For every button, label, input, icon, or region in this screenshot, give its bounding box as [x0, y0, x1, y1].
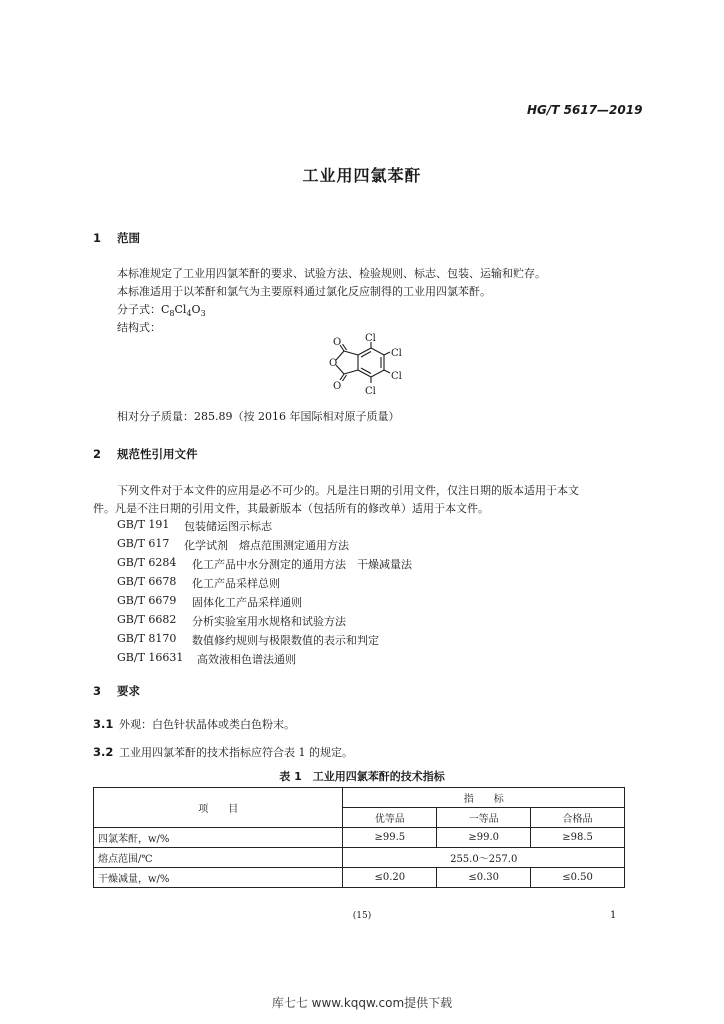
formula-o: O — [191, 303, 201, 316]
item-header: 项 目 — [94, 788, 343, 828]
clause-3-2 — [93, 744, 353, 760]
clause-number: 3.2 — [93, 745, 114, 759]
section-title: 规范性引用文件 — [117, 447, 198, 461]
table-row — [94, 848, 625, 868]
ring-oxygen: O — [329, 358, 338, 369]
row-value: ≤0.20 — [343, 868, 437, 888]
reference-item — [117, 537, 349, 552]
download-watermark: 库七七 www.kqqw.com提供下载 — [271, 996, 453, 1010]
formula-o-count: 3 — [200, 309, 206, 319]
reference-code: GB/T 8170 — [117, 632, 177, 645]
reference-title: 数值修约规则与极限数值的表示和判定 — [192, 634, 379, 647]
reference-title: 固体化工产品采样通则 — [192, 596, 302, 609]
chlorine-2: Cl — [391, 348, 402, 359]
section-number: 2 — [93, 447, 102, 461]
references-paragraph-2: 件。凡是不注日期的引用文件，其最新版本（包括所有的修改单）适用于本文件。 — [93, 502, 489, 515]
row-value: ≥99.0 — [437, 828, 531, 848]
reference-item — [117, 651, 296, 666]
scope-paragraph-1: 本标准规定了工业用四氯苯酐的要求、试验方法、检验规则、标志、包装、运输和贮存。 — [117, 267, 546, 280]
reference-code: GB/T 6284 — [117, 556, 177, 569]
reference-code: GB/T 617 — [117, 537, 170, 550]
reference-item — [117, 518, 272, 533]
carbonyl-oxygen-bottom: O — [333, 381, 342, 392]
reference-title: 高效液相色谱法通则 — [197, 653, 296, 666]
reference-item — [117, 556, 412, 571]
table-header-row — [94, 788, 625, 808]
row-value-merged: 255.0～257.0 — [343, 848, 625, 868]
clause-text: 工业用四氯苯酐的技术指标应符合表 1 的规定。 — [119, 746, 353, 759]
row-value: ≥99.5 — [343, 828, 437, 848]
reference-code: GB/T 6682 — [117, 613, 177, 626]
reference-item — [117, 594, 302, 609]
reference-item — [117, 632, 379, 647]
scope-paragraph-2: 本标准适用于以苯酐和氯气为主要原料通过氯化反应制得的工业用四氯苯酐。 — [117, 285, 491, 298]
reference-item — [117, 575, 280, 590]
formula-cl: Cl — [174, 303, 187, 316]
table-row — [94, 868, 625, 888]
row-value: ≤0.30 — [437, 868, 531, 888]
formula-label: 分子式： — [117, 303, 161, 316]
reference-code: GB/T 6679 — [117, 594, 177, 607]
spec-table — [93, 787, 625, 888]
chlorine-3: Cl — [391, 371, 402, 382]
structural-formula-diagram — [300, 333, 420, 408]
row-value: ≥98.5 — [531, 828, 625, 848]
reference-title: 化工产品中水分测定的通用方法 干燥减量法 — [192, 558, 412, 571]
reference-title: 化学试剂 熔点范围测定通用方法 — [184, 539, 349, 552]
formula-cl-count: 4 — [186, 309, 192, 319]
table-row — [94, 828, 625, 848]
table-caption: 表 1 工业用四氯苯酐的技术指标 — [279, 770, 445, 783]
reference-title: 化工产品采样总则 — [192, 577, 280, 590]
references-paragraph-1: 下列文件对于本文件的应用是必不可少的。凡是注日期的引用文件，仅注日期的版本适用于本文 — [117, 484, 579, 497]
section-3-heading — [93, 683, 140, 699]
clause-text: 外观：白色针状晶体或类白色粉末。 — [119, 718, 295, 731]
section-1-heading — [93, 230, 140, 246]
reference-code: GB/T 191 — [117, 518, 170, 531]
section-title: 要求 — [117, 684, 140, 698]
reference-code: GB/T 16631 — [117, 651, 184, 664]
formula-c: C — [161, 303, 170, 316]
clause-number: 3.1 — [93, 717, 114, 731]
row-item: 熔点范围/℃ — [94, 848, 343, 868]
standard-code: HG/T 5617—2019 — [527, 103, 643, 117]
row-value: ≤0.50 — [531, 868, 625, 888]
section-number: 3 — [93, 684, 102, 698]
carbonyl-oxygen-top: O — [333, 337, 342, 348]
grade-first: 一等品 — [437, 808, 531, 828]
reference-code: GB/T 6678 — [117, 575, 177, 588]
molecular-mass: 相对分子质量：285.89（按 2016 年国际相对原子质量） — [117, 410, 400, 423]
chlorine-4: Cl — [365, 386, 376, 397]
molecular-formula — [117, 301, 206, 318]
document-title: 工业用四氯苯酐 — [302, 166, 422, 185]
grade-qualified: 合格品 — [531, 808, 625, 828]
structure-label: 结构式： — [117, 321, 161, 334]
chlorine-1: Cl — [365, 333, 376, 344]
page-number-centered: (15) — [352, 911, 372, 921]
index-header: 指 标 — [343, 788, 625, 808]
benzene-ring — [358, 348, 384, 377]
reference-item — [117, 613, 346, 628]
reference-title: 包装储运图示标志 — [184, 520, 272, 533]
clause-3-1 — [93, 716, 295, 732]
row-item: 四氯苯酐，w/% — [94, 828, 343, 848]
page-number: 1 — [610, 910, 617, 921]
section-title: 范围 — [117, 231, 140, 245]
section-number: 1 — [93, 231, 102, 245]
section-2-heading — [93, 446, 198, 462]
row-item: 干燥减量，w/% — [94, 868, 343, 888]
grade-premium: 优等品 — [343, 808, 437, 828]
formula-c-count: 8 — [169, 309, 175, 319]
reference-title: 分析实验室用水规格和试验方法 — [192, 615, 346, 628]
